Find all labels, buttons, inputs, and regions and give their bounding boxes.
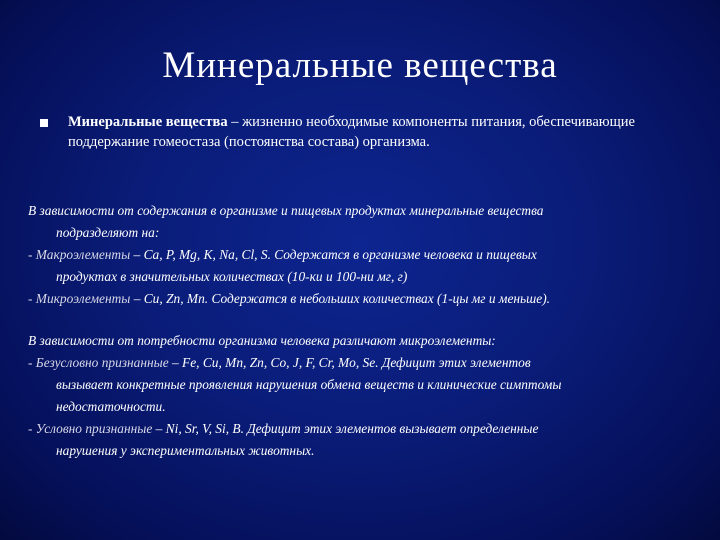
microelements-line [28,288,668,310]
content-intro-line-1: В зависимости от содержания в организме и пищевых продуктах минеральные вещества [28,203,544,218]
essential-line-1 [28,352,668,374]
essential-line-3: недостаточности. [56,399,166,414]
definition-text [68,112,680,152]
macroelements-line-2: продуктах в значительных количествах (10-ки и 100-ни мг, г) [56,269,408,284]
conditional-line-2: нарушения у экспериментальных животных. [56,443,315,458]
definition-bullet [40,112,680,152]
content-intro-line-2: подразделяют на: [56,225,160,240]
classification-by-need [28,330,668,462]
square-bullet-icon [40,119,48,127]
definition-body: – жизненно необходимые компоненты питания, обеспечивающие поддержание гомеостаза (постоянства состава) организма. [68,114,635,150]
conditional-text: – Ni, Sr, V, Si, B. Дефицит этих элементов вызывает определенные [152,421,539,436]
macroelements-line-1 [28,244,668,266]
microelements-term: - Микроэлементы [28,291,131,306]
macroelements-term: - Макроэлементы [28,247,131,262]
definition-term: Минеральные вещества [68,114,228,130]
need-intro-line: В зависимости от потребности организма человека различают микроэлементы: [28,333,496,348]
essential-term: - Безусловно признанные [28,355,169,370]
slide-title: Минеральные вещества [162,45,558,86]
macroelements-text: – Ca, P, Mg, K, Na, Cl, S. Содержатся в организме человека и пищевых [130,247,537,262]
essential-line-2: вызывает конкретные проявления нарушения обмена веществ и клинические симптомы [56,377,562,392]
essential-text: – Fe, Cu, Mn, Zn, Co, J, F, Cr, Mo, Se. Дефицит этих элементов [168,355,531,370]
classification-by-content [28,200,668,310]
conditional-line-1 [28,418,668,440]
conditional-term: - Условно признанные [28,421,153,436]
microelements-text: – Cu, Zn, Mn. Содержатся в небольших количествах (1-цы мг и меньше). [130,291,551,306]
